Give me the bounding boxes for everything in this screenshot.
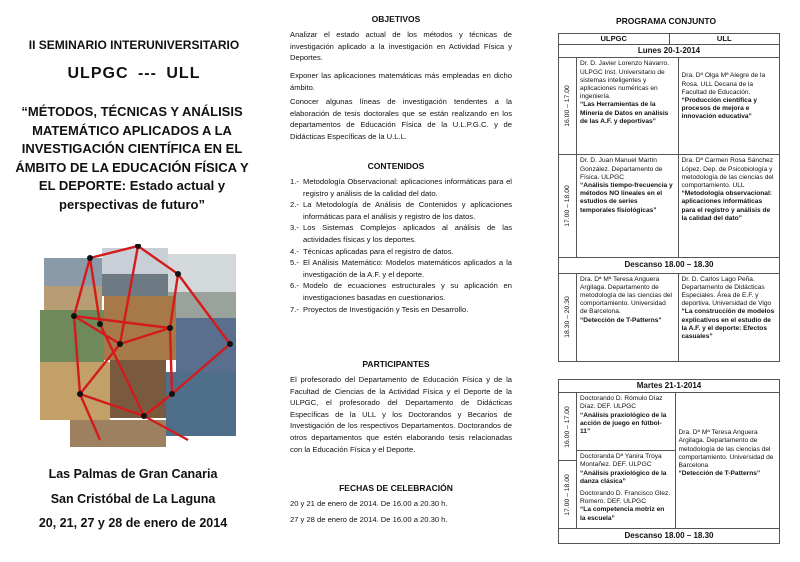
session-cell: Dr. D. Juan Manuel Martín González. Departamento de Física. ULPGC “Análisis tiempo-frecuencia y métodos NO lineales en el estudios de series temporales fisiológicas” (580, 157, 673, 214)
day-label: Martes 21-1-2014 (636, 381, 702, 390)
session-item: Doctoranda Dª Yanira Troya Montañez. DEF. ULPGC “Análisis praxiológico de la danza clásica” (580, 453, 667, 485)
program-title: PROGRAMA CONJUNTO (615, 16, 717, 26)
tuesday-schedule-table (558, 379, 780, 544)
list-item: 5.- El Análisis Matemático: Modelos matemáticos aplicados a la investigación de la A.F. y el deporte. (290, 258, 512, 279)
session-cell: Dra. Dª Mª Teresa Anguera Argilaga. Departamento de metodología de las ciencias del comportamiento. Universidad de Barcelona. “Detección de T-Patterns” (580, 275, 673, 324)
session-item: Doctorando D. Rómulo Díaz Díaz. DEF. ULPGC “Análisis praxiológico de la acción de juego en fútbol-11” (577, 393, 675, 451)
time-slot: 16.00 – 17.00 (559, 58, 577, 154)
objetivo-text: Analizar el estado actual de los métodos y técnicas de investigación aplicado a la investigación en Actividad Física y Deportes. (290, 30, 512, 63)
info-panel (280, 0, 512, 562)
title-line: “MÉTODOS, TÉCNICAS Y ANÁLISIS (21, 104, 243, 119)
break-label: Descanso 18.00 – 18.30 (624, 531, 714, 541)
day-label: Lunes 20-1-2014 (637, 46, 701, 56)
title-line: MATEMÁTICO APLICADOS A LA (32, 122, 232, 138)
list-item: 1.- Metodología Observacional: aplicaciones informáticas para el registro y análisis de la calidad del dato. (290, 177, 512, 198)
session-item: Doctorando D. Francisco Glez. Romero. DEF. ULPGC “La competencia motriz en la escuela” (580, 490, 671, 522)
time-slot: 16.00 – 17.00 (559, 393, 576, 461)
program-panel (532, 0, 800, 562)
break-label: Descanso 18.00 – 18.30 (624, 260, 714, 270)
list-item: 3.- Los Sistemas Complejos aplicados al análisis de las actividades físicas y los deportes. (290, 223, 512, 244)
list-item: 4.- Técnicas aplicadas para el registro de datos. (290, 246, 454, 256)
location-la-laguna: San Cristóbal de La Laguna (50, 492, 216, 506)
table-row (559, 392, 779, 528)
session-cell: Dra. Dª Olga Mª Alegre de la Rosa. ULL Decana de la Facultad de Educación. “Producción científica y procesos de mejora e innovación educativa” (678, 58, 780, 154)
cover-panel (0, 0, 265, 562)
contenidos-list (290, 176, 512, 315)
title-line: ÁMBITO DE LA EDUCACIÓN FÍSICA Y (15, 159, 249, 175)
location-las-palmas: Las Palmas de Gran Canaria (48, 467, 218, 481)
title-line: INVESTIGACIÓN CIENTÍFICA EN EL (21, 141, 243, 157)
day-row (559, 44, 779, 57)
objetivos-heading: OBJETIVOS (371, 14, 421, 24)
session-cell: Dra. Dª Mª Teresa Anguera Argilaga. Departamento de metodología de las ciencias del comportamiento. Universidad de Barcelona “Detección de T-Patterns” (675, 393, 780, 528)
monday-schedule-table (558, 33, 780, 362)
title-line: EL DEPORTE: Estado actual y (38, 178, 226, 194)
event-dates: 20, 21, 27 y 28 de enero de 2014 (38, 516, 228, 530)
time-slot: 18.30 – 20.30 (559, 274, 577, 361)
fecha-line: 27 y 28 de enero de 2014. De 16.00 a 20.30 h. (290, 515, 448, 524)
sports-photo-collage (40, 244, 236, 447)
time-slot: 17.00 – 18.00 (563, 473, 571, 516)
column-header: ULL (669, 34, 780, 44)
fecha-line: 20 y 21 de enero de 2014. De 16.00 a 20.30 h. (290, 499, 448, 508)
seminar-title (4, 103, 260, 215)
list-item: 2.- La Metodología de Análisis de Contenidos y aplicaciones informáticas para el análisis y registro de los datos. (290, 200, 512, 221)
title-line: perspectivas de futuro” (59, 196, 205, 212)
time-column (559, 393, 577, 528)
participantes-heading: PARTICIPANTES (362, 359, 430, 369)
break-row (559, 528, 779, 543)
seminar-heading: II SEMINARIO INTERUNIVERSITARIO (28, 38, 240, 52)
table-header-row (559, 34, 779, 44)
column-header: ULPGC (600, 34, 628, 43)
list-item: 7.- Proyectos de Investigación y Tesis en Desarrollo. (290, 304, 469, 314)
universities-heading: ULPGC --- ULL (67, 65, 201, 82)
list-item: 6.- Modelo de ecuaciones estructurales y su aplicación en investigaciones basadas en cuestionarios. (290, 281, 512, 302)
session-cell: Dr. D. Javier Lorenzo Navarro. ULPGC Inst. Universitario de sistemas inteligentes y aplicaciones numéricas en ingeniería. “Las Herramientas de la Minería de Datos en análisis de las A.F. y deportivas” (580, 60, 670, 125)
table-row (559, 154, 779, 257)
objetivo-text: Conocer algunas líneas de investigación tendentes a la elaboración de tesis doctorales que se están realizando en los departamentos de Educación Física de la U.L.P.G.C. y de Didácticas Específicas de la U.L.L. (290, 97, 512, 141)
session-cell (577, 393, 675, 528)
session-cell: Dra. Dª Carmen Rosa Sánchez López. Dep. de Psicobiología y metodología de las ciencias del comportamiento. ULL “Metodología observacional: aplicaciones informáticas para el registro y análisis de la calidad del dato” (678, 155, 780, 257)
day-row (559, 380, 779, 392)
contenidos-heading: CONTENIDOS (367, 161, 425, 171)
session-cell: Dr. D. Carlos Lago Peña. Departamento de Didácticas Especiales. Área de E.F. y deportiva. Universidad de Vigo “La construcción de modelos explicativos en el estudio de la A.F. y el deporte: Efectos casuales” (678, 274, 780, 361)
participantes-text: El profesorado del Departamento de Educación Física y de la Facultad de Ciencias de la Actividad Física y el Deporte de la ULPGC, el profesorado del Departamento de Didácticas Específicas de la ULL y los Doctorandos y Becarios de Investigación de los respectivos Departamentos. Doctorandos de otros departamentos que estén elaborando tesis relacionadas con la Educación Física y el Deporte. (290, 375, 512, 454)
break-row (559, 257, 779, 272)
fechas-heading: FECHAS DE CELEBRACIÓN (339, 483, 453, 493)
objetivo-text: Exponer las aplicaciones matemáticas más empleadas en dicho ámbito. (290, 71, 512, 92)
table-row (559, 273, 779, 361)
table-row (559, 57, 779, 154)
time-slot: 17.00 – 18.00 (559, 155, 577, 257)
